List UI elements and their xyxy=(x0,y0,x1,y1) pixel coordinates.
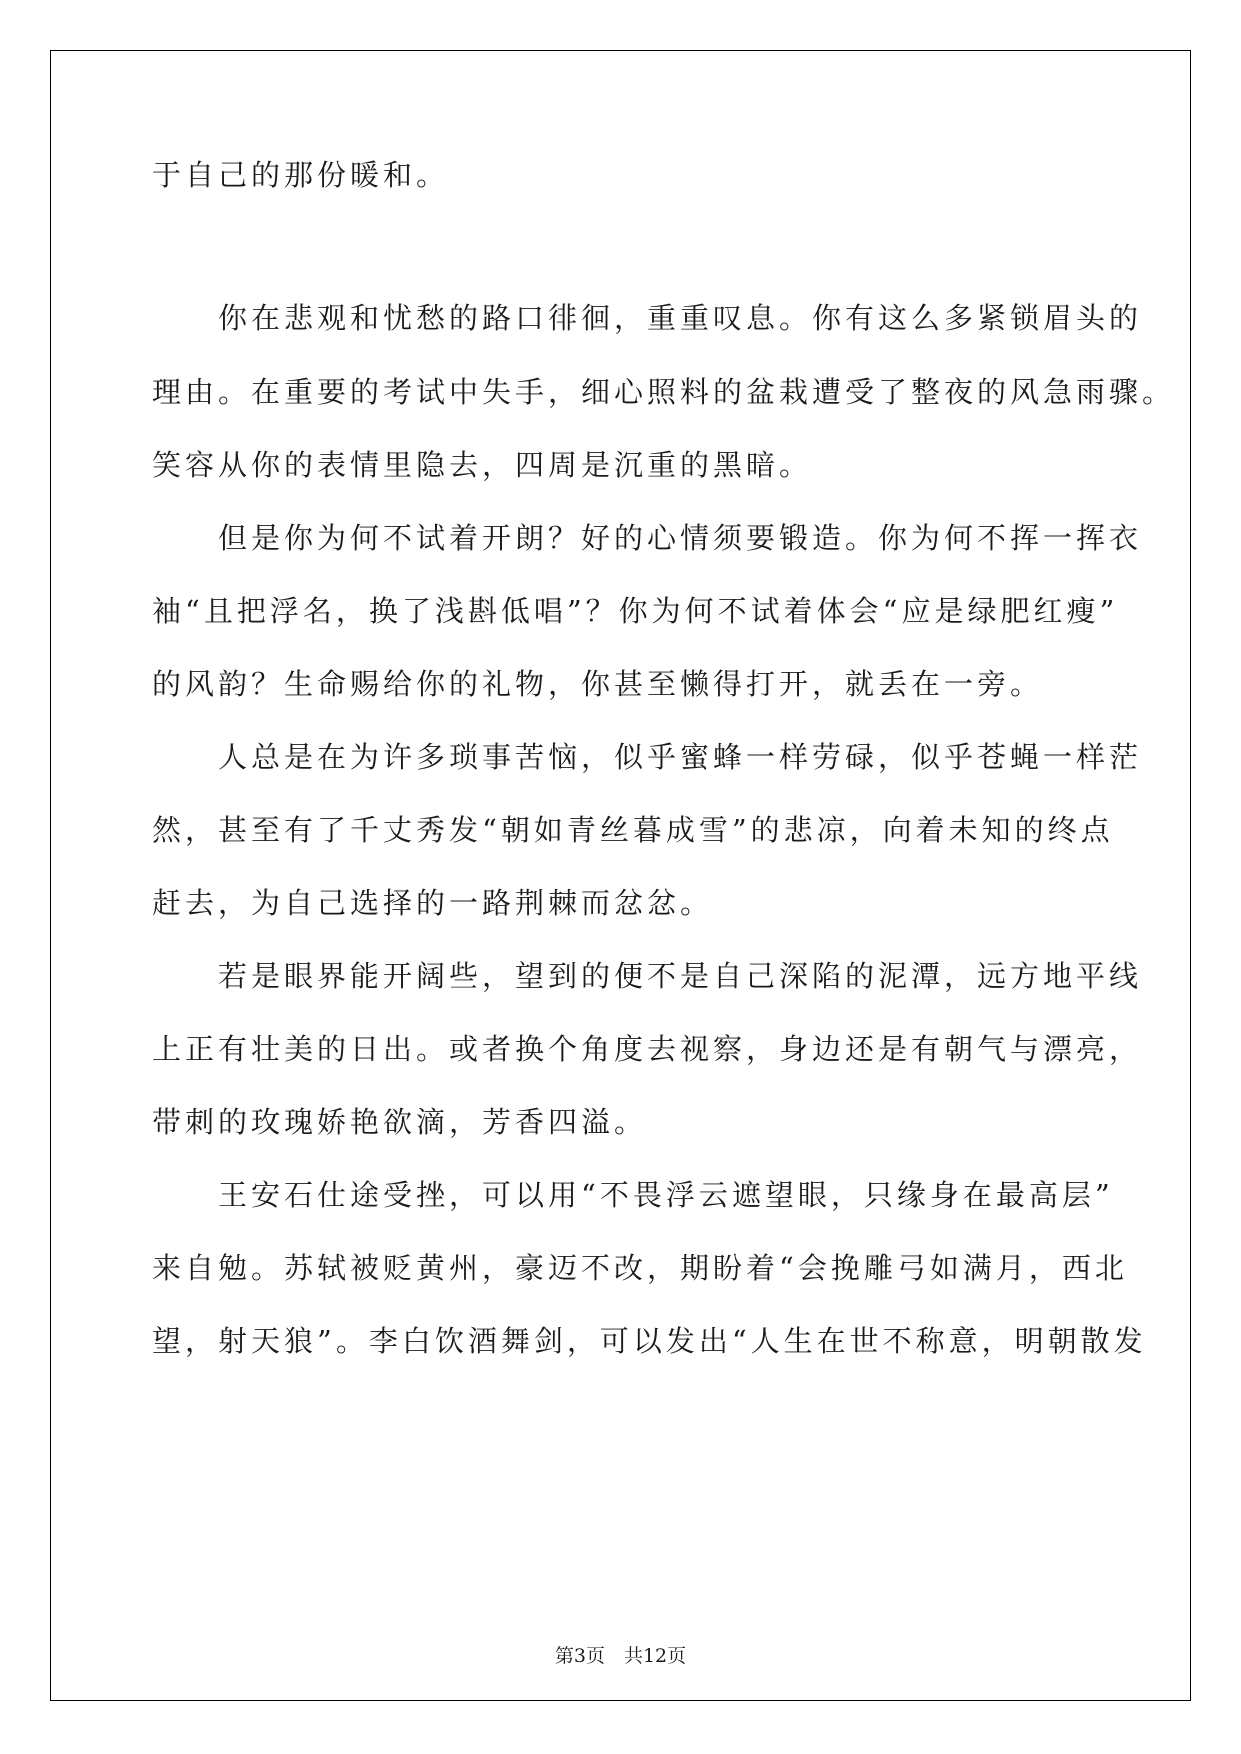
text-line: 的风韵？生命赐给你的礼物，你甚至懒得打开，就丢在一旁。 xyxy=(152,667,1044,701)
text-line: 理由。在重要的考试中失手，细心照料的盆栽遭受了整夜的风急雨骤。 xyxy=(152,375,1176,409)
text-line: 带刺的玫瑰娇艳欲滴，芳香四溢。 xyxy=(152,1105,648,1139)
text-line: 上正有壮美的日出。或者换个角度去视察，身边还是有朝气与漂亮， xyxy=(152,1032,1143,1066)
text-line: 你在悲观和忧愁的路口徘徊，重重叹息。你有这么多紧锁眉头的 xyxy=(152,301,1143,335)
text-line: 赶去，为自己选择的一路荆棘而忿忿。 xyxy=(152,886,714,920)
text-line: 望，射天狼”。李白饮酒舞剑，可以发出“人生在世不称意，明朝散发 xyxy=(152,1324,1147,1358)
page-number-footer: 第3页 共12页 xyxy=(554,1645,687,1667)
text-line: 于自己的那份暖和。 xyxy=(152,158,450,192)
text-line: 若是眼界能开阔些，望到的便不是自己深陷的泥潭，远方地平线 xyxy=(152,959,1143,993)
text-line: 但是你为何不试着开朗？好的心情须要锻造。你为何不挥一挥衣 xyxy=(152,521,1143,555)
text-line: 人总是在为许多琐事苦恼，似乎蜜蜂一样劳碌，似乎苍蝇一样茫 xyxy=(152,740,1143,774)
text-line: 来自勉。苏轼被贬黄州，豪迈不改，期盼着“会挽雕弓如满月，西北 xyxy=(152,1251,1128,1285)
text-line: 然，甚至有了千丈秀发“朝如青丝暮成雪”的悲凉，向着未知的终点 xyxy=(152,813,1114,847)
text-line: 袖“且把浮名，换了浅斟低唱”？你为何不试着体会“应是绿肥红瘦” xyxy=(152,594,1119,628)
text-line: 王安石仕途受挫，可以用“不畏浮云遮望眼，只缘身在最高层” xyxy=(152,1178,1114,1212)
text-line: 笑容从你的表情里隐去，四周是沉重的黑暗。 xyxy=(152,448,813,482)
